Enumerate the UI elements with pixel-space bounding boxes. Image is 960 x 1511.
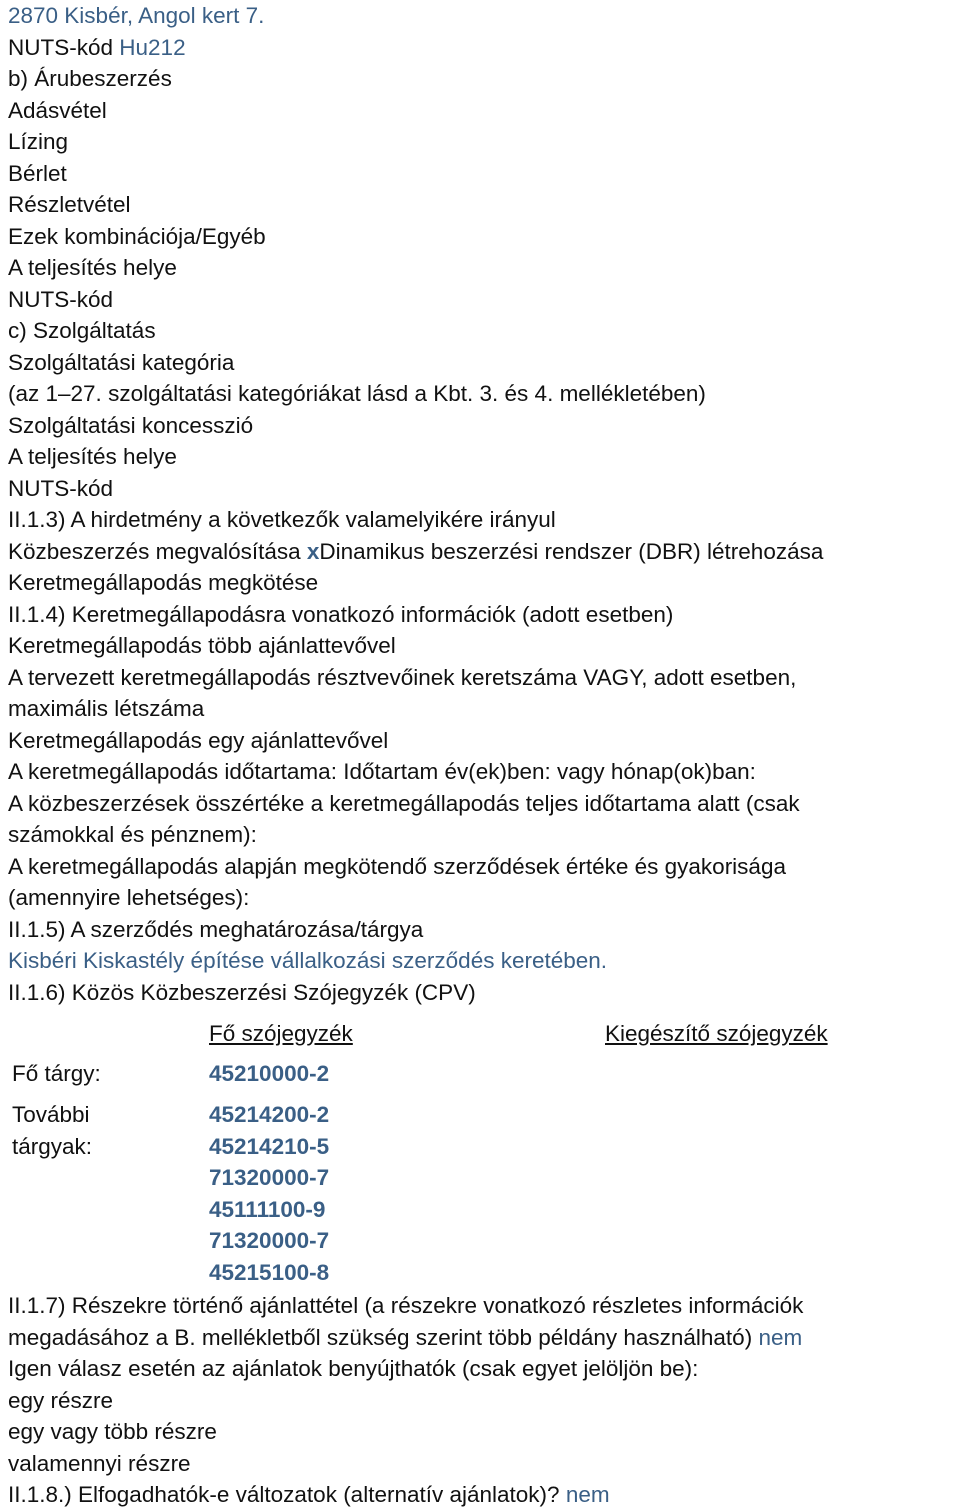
cpv-main-object-code: 45210000-2 bbox=[209, 1061, 330, 1086]
document-line: b) Árubeszerzés bbox=[8, 66, 172, 91]
document-page bbox=[8, 0, 960, 1511]
document-line: A közbeszerzések összértéke a keretmegállapodás teljes időtartama alatt (csak bbox=[8, 790, 800, 816]
document-line bbox=[8, 1479, 960, 1511]
cpv-additional-code: 45215100-8 bbox=[209, 1259, 330, 1285]
document-line: valamennyi részre bbox=[8, 1450, 191, 1476]
document-line: NUTS-kód bbox=[8, 286, 114, 312]
text-fragment: Dinamikus beszerzési rendszer (DBR) létrehozása bbox=[319, 538, 824, 564]
filled-value: Hu212 bbox=[119, 34, 186, 60]
document-line: Ezek kombinációja/Egyéb bbox=[8, 223, 266, 249]
text-fragment: Közbeszerzés megvalósítása bbox=[8, 538, 307, 564]
cpv-additional-code: 71320000-7 bbox=[209, 1228, 330, 1253]
document-line: A keretmegállapodás alapján megkötendő szerződések értéke és gyakorisága bbox=[8, 853, 786, 879]
document-line: Bérlet bbox=[8, 160, 67, 186]
cpv-additional-code: 45214200-2 bbox=[209, 1102, 330, 1127]
document-line: Igen válasz esetén az ajánlatok benyújthatók (csak egyet jelöljön be): bbox=[8, 1356, 699, 1381]
cpv-additional-code: 45111100-9 bbox=[209, 1196, 326, 1222]
cpv-main-header: Fő szójegyzék bbox=[209, 1021, 353, 1046]
cpv-additional-label-1: További bbox=[12, 1102, 90, 1127]
document-line: maximális létszáma bbox=[8, 696, 205, 721]
cpv-additional-codes bbox=[209, 1099, 329, 1288]
document-line: Részletvétel bbox=[8, 192, 131, 217]
cpv-additional-code: 45214210-5 bbox=[209, 1133, 330, 1159]
text-fragment: megadásához a B. mellékletből szükség szerint több példány használható) bbox=[8, 1324, 759, 1350]
document-line: Keretmegállapodás megkötése bbox=[8, 570, 319, 595]
document-line: Szolgáltatási kategória bbox=[8, 349, 235, 375]
text-fragment: NUTS-kód bbox=[8, 34, 120, 60]
document-line: c) Szolgáltatás bbox=[8, 318, 156, 343]
document-line: egy részre bbox=[8, 1387, 114, 1413]
document-line: 2870 Kisbér, Angol kert 7. bbox=[8, 3, 265, 28]
document-body-bottom bbox=[8, 1290, 960, 1511]
text-fragment: II.1.8.) Elfogadhatók-e változatok (alternatív ajánlatok)? bbox=[8, 1482, 566, 1507]
document-line: II.1.4) Keretmegállapodásra vonatkozó információk (adott esetben) bbox=[8, 601, 674, 627]
document-line: A teljesítés helye bbox=[8, 444, 177, 469]
document-line: NUTS-kód bbox=[8, 475, 114, 501]
document-line: (amennyire lehetséges): bbox=[8, 885, 250, 910]
document-line: számokkal és pénznem): bbox=[8, 822, 257, 847]
document-line: II.1.6) Közös Közbeszerzési Szójegyzék (CPV) bbox=[8, 979, 476, 1005]
document-line: Kisbéri Kiskastély építése vállalkozási szerződés keretében. bbox=[8, 948, 608, 973]
document-line bbox=[8, 536, 960, 568]
document-line: II.1.3) A hirdetmény a következők valamelyikére irányul bbox=[8, 507, 556, 532]
filled-value: nem bbox=[565, 1482, 610, 1507]
document-line bbox=[8, 32, 960, 64]
cpv-main-object-label: Fő tárgy: bbox=[12, 1061, 101, 1086]
document-line: A teljesítés helye bbox=[8, 255, 177, 280]
cpv-table bbox=[8, 1008, 960, 1290]
cpv-additional-code: 71320000-7 bbox=[209, 1165, 330, 1190]
cpv-additional-label-2: tárgyak: bbox=[12, 1133, 93, 1159]
document-line: II.1.5) A szerződés meghatározása/tárgya bbox=[8, 916, 424, 942]
document-line: II.1.7) Részekre történő ajánlattétel (a részekre vonatkozó részletes információk bbox=[8, 1293, 804, 1318]
document-line: egy vagy több részre bbox=[8, 1419, 217, 1444]
document-line: Keretmegállapodás egy ajánlattevővel bbox=[8, 727, 389, 753]
filled-value: nem bbox=[758, 1324, 803, 1350]
document-line: A tervezett keretmegállapodás résztvevőinek keretszáma VAGY, adott esetben, bbox=[8, 664, 797, 690]
document-line: Keretmegállapodás több ajánlattevővel bbox=[8, 633, 396, 658]
document-line: (az 1–27. szolgáltatási kategóriákat lásd a Kbt. 3. és 4. mellékletében) bbox=[8, 381, 706, 406]
document-line: Lízing bbox=[8, 129, 69, 154]
document-line: A keretmegállapodás időtartama: Időtartam év(ek)ben: vagy hónap(ok)ban: bbox=[8, 759, 756, 784]
selected-mark: x bbox=[306, 538, 320, 564]
document-body-top bbox=[8, 0, 960, 1008]
document-line: Adásvétel bbox=[8, 97, 107, 123]
document-line bbox=[8, 1322, 960, 1354]
cpv-supplementary-header: Kiegészítő szójegyzék bbox=[605, 1021, 828, 1046]
document-line: Szolgáltatási koncesszió bbox=[8, 412, 254, 438]
